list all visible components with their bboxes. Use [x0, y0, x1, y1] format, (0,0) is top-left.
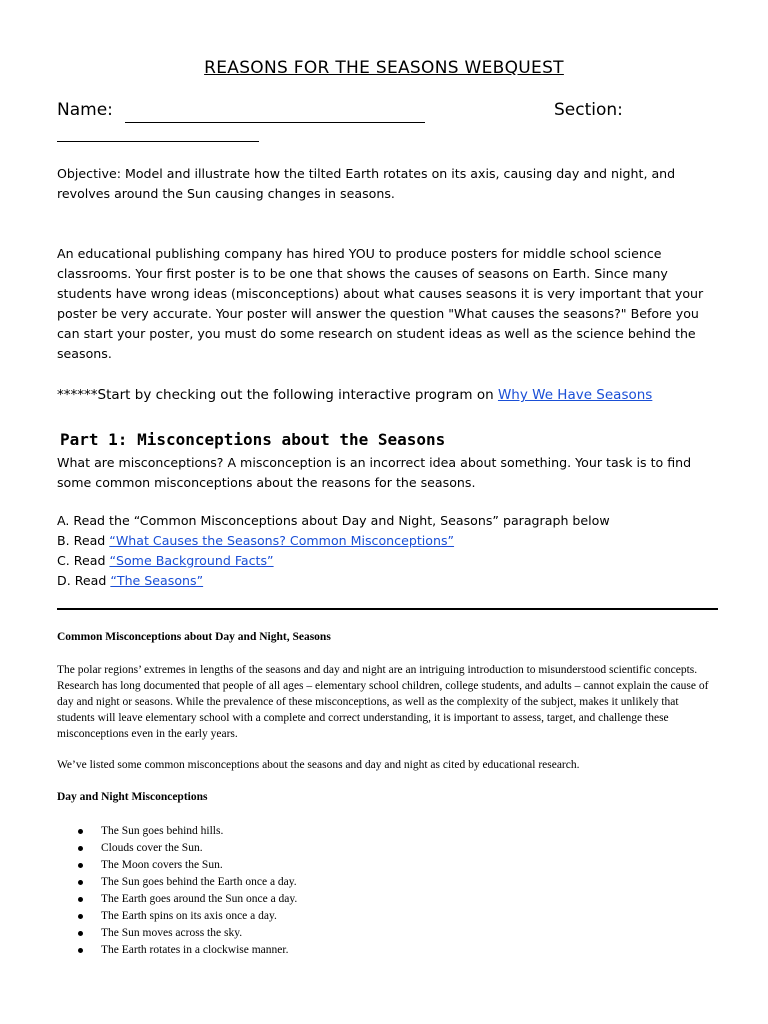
step-c-text: C. Read [57, 553, 110, 568]
why-we-have-seasons-link[interactable]: Why We Have Seasons [497, 387, 653, 403]
page-title: REASONS FOR THE SEASONS WEBQUEST [204, 58, 564, 78]
misconceptions-heading: Common Misconceptions about Day and Night, Seasons [57, 631, 331, 643]
objective-text: Objective: Model and illustrate how the tilted Earth rotates on its axis, causing day and night, and revolves around the Sun causing changes in seasons. [57, 166, 676, 201]
bullet-icon [78, 948, 83, 953]
list-item-text: The Sun goes behind hills. [101, 825, 224, 837]
step-b-text: B. Read [57, 533, 110, 548]
the-seasons-link[interactable]: “The Seasons” [110, 573, 204, 588]
what-causes-seasons-link[interactable]: “What Causes the Seasons? Common Misconceptions” [109, 533, 455, 548]
bullet-icon [78, 914, 83, 919]
part1-description: What are misconceptions? A misconception is an incorrect idea about something. Your task is to find some common misconceptions about the reasons for the seasons. [57, 455, 692, 490]
list-item-text: The Moon covers the Sun. [101, 859, 223, 871]
list-item [57, 823, 297, 840]
intro-paragraph: An educational publishing company has hired YOU to produce posters for middle school science classrooms. Your first poster is to be one that shows the causes of seasons on Earth. Since many students have wrong ideas (misconceptions) about what causes seasons it is very important that your poster be very accurate. Your poster will answer the question "What causes the seasons?" Before you can start your poster, you must do some research on student ideas as well as the science behind the seasons. [57, 246, 704, 361]
list-item [57, 874, 297, 891]
list-item-text: The Earth spins on its axis once a day. [101, 910, 277, 922]
list-item [57, 942, 297, 959]
step-a-text: A. Read the “Common Misconceptions about Day and Night, Seasons” paragraph below [57, 513, 610, 528]
step-a [57, 511, 717, 531]
start-instruction-text: ******Start by checking out the following interactive program on [57, 387, 498, 403]
list-item-text: The Sun goes behind the Earth once a day. [101, 876, 297, 888]
part1-steps [57, 511, 717, 591]
section-blank-line [57, 141, 259, 142]
bullet-icon [78, 863, 83, 868]
step-b [57, 531, 717, 551]
list-item-text: The Sun moves across the sky. [101, 927, 243, 939]
list-item [57, 840, 297, 857]
start-instruction [57, 385, 717, 405]
bullet-icon [78, 880, 83, 885]
background-facts-link[interactable]: “Some Background Facts” [109, 553, 274, 568]
bullet-icon [78, 846, 83, 851]
misconceptions-paragraph: The polar regions’ extremes in lengths of the seasons and day and night are an intriguing introduction to misunderstood scientific concepts. Research has long documented that people of all ages – elementary school children, college students, and adults – cannot explain the cause of day and night or seasons. While the prevalence of these misconceptions, as well as the complexity of the subject, makes it unlikely that students will leave elementary school with a complete and correct understanding, it is important to assess, target, and challenge these misconceptions even in the early years. [57, 664, 709, 740]
bullet-icon [78, 829, 83, 834]
part1-heading: Part 1: Misconceptions about the Seasons [60, 430, 446, 449]
list-item-text: The Earth goes around the Sun once a day. [101, 893, 298, 905]
step-c [57, 551, 717, 571]
list-item [57, 891, 297, 908]
list-item-text: The Earth rotates in a clockwise manner. [101, 944, 289, 956]
name-blank-line [125, 122, 425, 123]
list-item [57, 925, 297, 942]
step-d-text: D. Read [57, 573, 111, 588]
list-item-text: Clouds cover the Sun. [101, 842, 203, 854]
bullet-icon [78, 897, 83, 902]
name-label: Name: [57, 100, 113, 120]
listed-misconceptions-text: We’ve listed some common misconceptions about the seasons and day and night as cited by educational research. [57, 759, 580, 771]
day-night-misconceptions-list [57, 823, 297, 959]
day-night-heading: Day and Night Misconceptions [57, 791, 208, 803]
bullet-icon [78, 931, 83, 936]
list-item [57, 908, 297, 925]
horizontal-divider [57, 608, 718, 610]
step-d [57, 571, 717, 591]
list-item [57, 857, 297, 874]
section-label: Section: [554, 100, 623, 120]
